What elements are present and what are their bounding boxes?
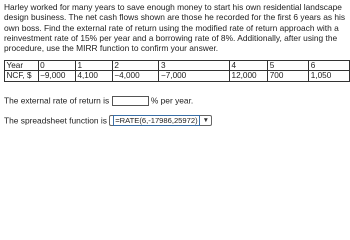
table-cell: 0	[38, 61, 75, 71]
table-cell: −4,000	[112, 71, 159, 81]
table-row-ncf	[5, 71, 350, 81]
table-cell: NCF, $	[5, 71, 39, 81]
table-cell: 5	[268, 61, 309, 71]
chevron-down-icon: ▼	[202, 117, 210, 125]
err-prompt-label: The external rate of return is	[4, 95, 110, 106]
table-row-year	[5, 61, 350, 71]
problem-statement: Harley worked for many years to save enough money to start his own residential landscape design business. The net cash flows shown are those he recorded for the first 6 years as his own boss. Find the external rate of return using the modified rate of return approach with a reinvestment rate of 15% per year and a borrowing rate of 8%. Additionally, after using the procedure, use the MIRR function to confirm your answer.	[4, 2, 346, 54]
table-cell: 3	[159, 61, 230, 71]
table-cell: 1	[75, 61, 112, 71]
spreadsheet-answer-line	[4, 115, 212, 126]
spreadsheet-prompt-label: The spreadsheet function is	[4, 115, 107, 126]
table-cell: 4,100	[75, 71, 112, 81]
err-answer-line	[4, 95, 193, 106]
err-answer-input[interactable]	[112, 96, 149, 106]
table-cell: Year	[5, 61, 39, 71]
dropdown-selected-value: =RATE(6,-17986,25972)	[115, 116, 198, 126]
table-cell: 12,000	[230, 71, 268, 81]
table-cell: 6	[309, 61, 350, 71]
spreadsheet-function-dropdown[interactable]	[109, 115, 212, 126]
table-cell: −7,000	[159, 71, 230, 81]
cash-flow-table	[4, 60, 350, 82]
table-cell: 1,050	[309, 71, 350, 81]
err-unit-label: % per year.	[150, 95, 194, 106]
table-cell: −9,000	[38, 71, 75, 81]
table-cell: 700	[268, 71, 309, 81]
table-cell: 2	[112, 61, 159, 71]
table-cell: 4	[230, 61, 268, 71]
